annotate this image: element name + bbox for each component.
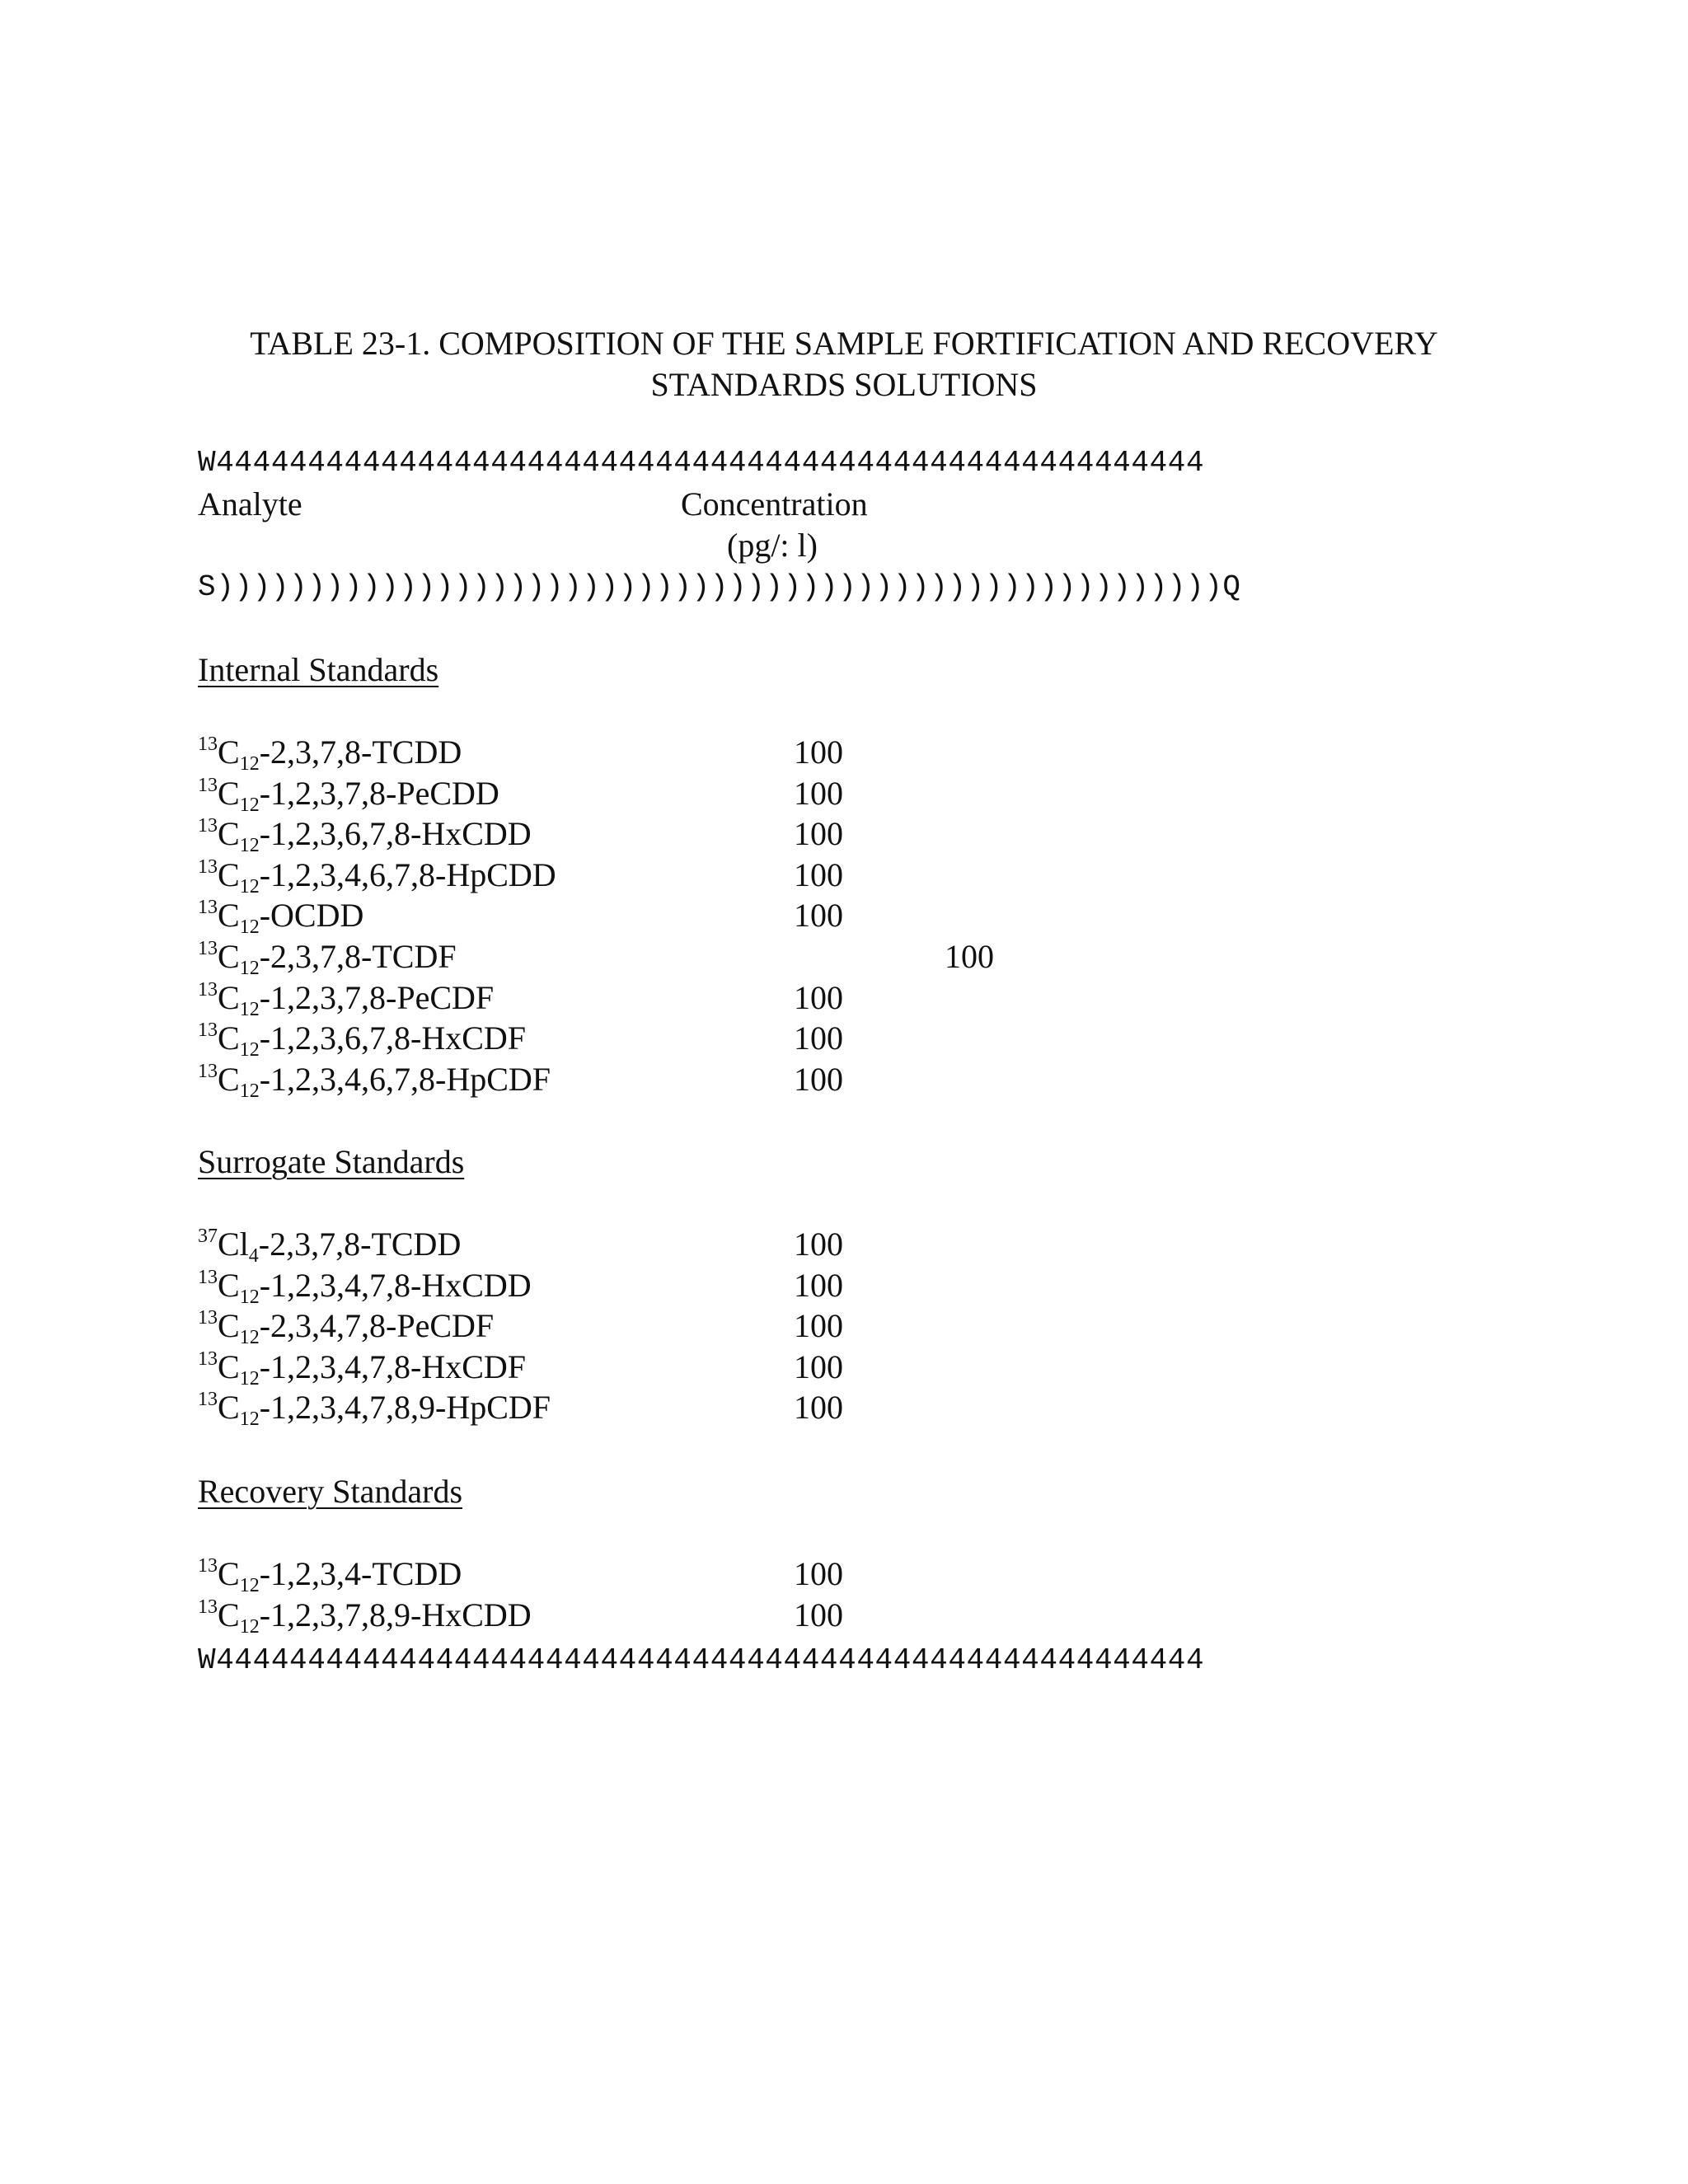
element-symbol: C bbox=[218, 1019, 240, 1057]
atom-count: 4 bbox=[248, 1245, 259, 1267]
congener-name: -1,2,3,4-TCDD bbox=[259, 1555, 462, 1592]
isotope-mass: 13 bbox=[198, 938, 218, 959]
analyte-name bbox=[198, 1554, 462, 1595]
congener-name: -1,2,3,4,6,7,8-HpCDD bbox=[259, 855, 556, 893]
table-row bbox=[198, 1347, 1434, 1388]
concentration-value: 100 bbox=[794, 978, 843, 1016]
element-symbol: C bbox=[218, 774, 240, 812]
isotope-mass: 13 bbox=[198, 733, 218, 755]
table-row bbox=[198, 1224, 1434, 1265]
congener-name: -1,2,3,4,6,7,8-HpCDF bbox=[259, 1060, 551, 1098]
analyte-name bbox=[198, 813, 532, 855]
atom-count: 12 bbox=[239, 1039, 260, 1062]
table-row bbox=[198, 1554, 1434, 1595]
congener-name: -1,2,3,7,8-PeCDD bbox=[259, 774, 499, 812]
atom-count: 12 bbox=[239, 958, 260, 979]
isotope-mass: 13 bbox=[198, 815, 218, 837]
element-symbol: C bbox=[218, 1347, 240, 1385]
analyte-name bbox=[198, 1018, 527, 1062]
section-heading: Recovery Standards bbox=[198, 1473, 463, 1510]
analyte-name bbox=[198, 1595, 532, 1636]
atom-count: 12 bbox=[239, 835, 260, 857]
concentration-value: 100 bbox=[794, 1347, 843, 1385]
section-heading: Surrogate Standards bbox=[198, 1143, 465, 1180]
concentration-value: 100 bbox=[794, 774, 843, 812]
concentration-value: 100 bbox=[794, 1019, 843, 1057]
isotope-mass: 13 bbox=[198, 978, 218, 1001]
header-rule: S)))))))))))))))))))))))))))))))))))))))))))))))))))))))Q bbox=[198, 570, 1241, 604]
element-symbol: C bbox=[218, 855, 240, 893]
concentration-value: 100 bbox=[794, 1596, 843, 1633]
element-symbol: C bbox=[218, 1266, 240, 1304]
congener-name: -2,3,4,7,8-PeCDF bbox=[259, 1307, 495, 1345]
analyte-name bbox=[198, 1059, 551, 1100]
analyte-name bbox=[198, 732, 462, 773]
isotope-mass: 13 bbox=[198, 1596, 218, 1618]
concentration-value: 100 bbox=[794, 897, 843, 935]
analyte-name bbox=[198, 1347, 526, 1388]
element-symbol: C bbox=[218, 978, 240, 1016]
isotope-mass: 13 bbox=[198, 1060, 218, 1082]
isotope-mass: 37 bbox=[198, 1226, 218, 1247]
atom-count: 12 bbox=[239, 916, 260, 939]
section-heading: Internal Standards bbox=[198, 651, 439, 688]
top-rule: W444444444444444444444444444444444444444444444444444444 bbox=[198, 446, 1205, 480]
concentration-value: 100 bbox=[794, 815, 843, 853]
congener-name: -2,3,7,8-TCDD bbox=[259, 733, 462, 771]
analyte-name bbox=[198, 1265, 532, 1306]
table-row bbox=[198, 977, 1434, 1019]
analyte-name bbox=[198, 977, 494, 1019]
isotope-mass: 13 bbox=[198, 1019, 218, 1042]
element-symbol: Cl bbox=[218, 1226, 249, 1263]
concentration-header: Concentration bbox=[681, 485, 868, 523]
concentration-value: 100 bbox=[945, 938, 994, 975]
concentration-value: 100 bbox=[794, 1307, 843, 1345]
concentration-unit: (pg/: l) bbox=[727, 527, 818, 564]
table-row bbox=[198, 1018, 1434, 1062]
table-row bbox=[198, 732, 1434, 773]
congener-name: -1,2,3,7,8,9-HxCDD bbox=[259, 1596, 532, 1633]
element-symbol: C bbox=[218, 897, 240, 935]
table-row bbox=[198, 1305, 1434, 1347]
congener-name: -1,2,3,6,7,8-HxCDF bbox=[259, 1019, 527, 1057]
table-row bbox=[198, 895, 1434, 939]
analyte-name bbox=[198, 936, 457, 977]
atom-count: 12 bbox=[239, 998, 260, 1020]
atom-count: 12 bbox=[239, 1367, 260, 1390]
analyte-name bbox=[198, 773, 499, 814]
atom-count: 12 bbox=[239, 1286, 260, 1308]
concentration-value: 100 bbox=[794, 1266, 843, 1304]
atom-count: 12 bbox=[239, 753, 260, 775]
atom-count: 12 bbox=[239, 1575, 260, 1596]
element-symbol: C bbox=[218, 1596, 240, 1633]
atom-count: 12 bbox=[239, 1408, 260, 1431]
concentration-value: 100 bbox=[794, 1060, 843, 1098]
isotope-mass: 13 bbox=[198, 1555, 218, 1577]
isotope-mass: 13 bbox=[198, 897, 218, 919]
atom-count: 12 bbox=[239, 875, 260, 898]
analyte-name bbox=[198, 855, 556, 896]
table-title-line-1: TABLE 23-1. COMPOSITION OF THE SAMPLE FORTIFICATION AND RECOVERY bbox=[250, 325, 1438, 362]
congener-name: -1,2,3,4,7,8-HxCDD bbox=[259, 1266, 532, 1304]
congener-name: -2,3,7,8-TCDD bbox=[258, 1226, 462, 1263]
concentration-value: 100 bbox=[794, 855, 843, 893]
atom-count: 12 bbox=[239, 794, 260, 816]
element-symbol: C bbox=[218, 938, 240, 975]
isotope-mass: 13 bbox=[198, 1347, 218, 1370]
table-row bbox=[198, 1059, 1434, 1100]
isotope-mass: 13 bbox=[198, 1307, 218, 1329]
element-symbol: C bbox=[218, 1307, 240, 1345]
isotope-mass: 13 bbox=[198, 1389, 218, 1411]
element-symbol: C bbox=[218, 733, 240, 771]
element-symbol: C bbox=[218, 815, 240, 853]
table-row bbox=[198, 1595, 1434, 1636]
congener-name: -1,2,3,6,7,8-HxCDD bbox=[259, 815, 532, 853]
concentration-value: 100 bbox=[794, 733, 843, 771]
table-row bbox=[198, 813, 1434, 855]
congener-name: -2,3,7,8-TCDF bbox=[259, 938, 457, 975]
analyte-name bbox=[198, 1387, 551, 1431]
isotope-mass: 13 bbox=[198, 855, 218, 878]
bottom-rule: W444444444444444444444444444444444444444444444444444444 bbox=[198, 1643, 1205, 1677]
table-title-line-2: STANDARDS SOLUTIONS bbox=[650, 366, 1038, 403]
table-row bbox=[198, 936, 1434, 977]
table-row bbox=[198, 1387, 1434, 1431]
congener-name: -1,2,3,7,8-PeCDF bbox=[259, 978, 495, 1016]
analyte-header: Analyte bbox=[198, 485, 302, 523]
congener-name: -1,2,3,4,7,8-HxCDF bbox=[259, 1347, 527, 1385]
concentration-value: 100 bbox=[794, 1555, 843, 1592]
analyte-name bbox=[198, 895, 364, 939]
element-symbol: C bbox=[218, 1555, 240, 1592]
table-row bbox=[198, 855, 1434, 896]
atom-count: 12 bbox=[239, 1327, 260, 1349]
analyte-name bbox=[198, 1224, 461, 1265]
atom-count: 12 bbox=[239, 1080, 260, 1102]
atom-count: 12 bbox=[239, 1615, 260, 1638]
isotope-mass: 13 bbox=[198, 774, 218, 796]
analyte-name bbox=[198, 1305, 494, 1347]
table-row bbox=[198, 773, 1434, 814]
isotope-mass: 13 bbox=[198, 1266, 218, 1288]
table-row bbox=[198, 1265, 1434, 1306]
element-symbol: C bbox=[218, 1389, 240, 1427]
concentration-value: 100 bbox=[794, 1389, 843, 1427]
concentration-value: 100 bbox=[794, 1226, 843, 1263]
congener-name: -OCDD bbox=[259, 897, 364, 935]
congener-name: -1,2,3,4,7,8,9-HpCDF bbox=[259, 1389, 551, 1427]
element-symbol: C bbox=[218, 1060, 240, 1098]
